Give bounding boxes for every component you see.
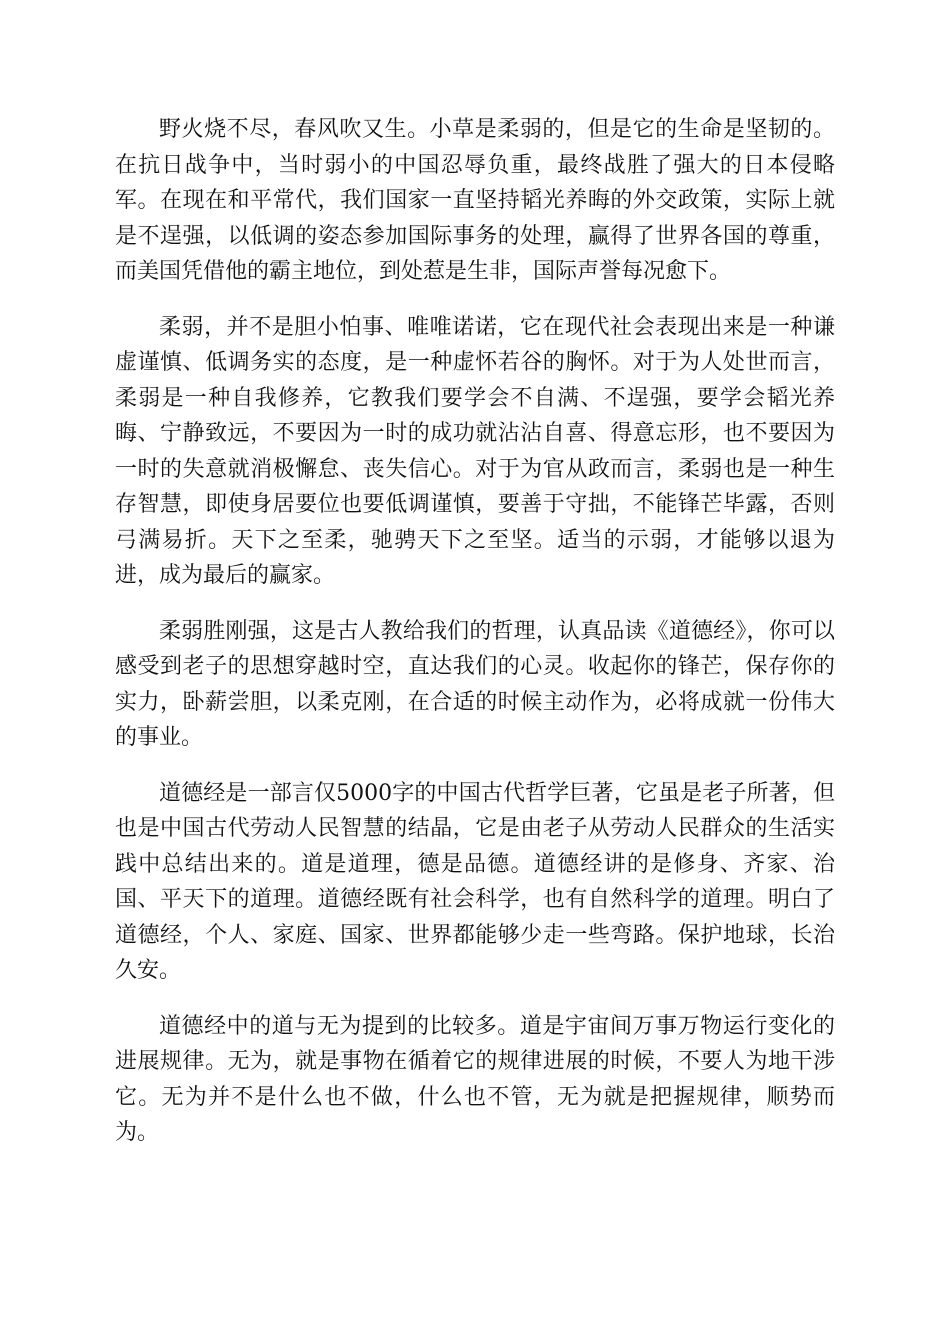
paragraph: 柔弱胜刚强，这是古人教给我们的哲理，认真品读《道德经》，你可以感受到老子的思想穿越时空，直达我们的心灵。收起你的锋芒，保存你的实力，卧薪尝胆，以柔克刚，在合适的时候主动作为，必将成就一份伟大的事业。 — [115, 618, 835, 750]
paragraph: 道德经是一部言仅5000字的中国古代哲学巨著，它虽是老子所著，但也是中国古代劳动人民智慧的结晶，它是由老子从劳动人民群众的生活实践中总结出来的。道是道理，德是品德。道德经讲的是修身、齐家、治国、平天下的道理。道德经既有社会科学，也有自然科学的道理。明白了道德经，个人、家庭、国家、世界都能够少走一些弯路。保护地球，长治久安。 — [115, 780, 835, 983]
paragraph: 柔弱，并不是胆小怕事、唯唯诺诺，它在现代社会表现出来是一种谦虚谨慎、低调务实的态度，是一种虚怀若谷的胸怀。对于为人处世而言，柔弱是一种自我修养，它教我们要学会不自满、不逞强，要学会韬光养晦、宁静致远，不要因为一时的成功就沾沾自喜、得意忘形，也不要因为一时的失意就消极懈怠、丧失信心。对于为官从政而言，柔弱也是一种生存智慧，即使身居要位也要低调谨慎，要善于守拙，不能锋芒毕露，否则弓满易折。天下之至柔，驰骋天下之至坚。适当的示弱，才能够以退为进，成为最后的赢家。 — [115, 314, 835, 588]
document-body — [115, 112, 835, 1171]
paragraph: 野火烧不尽，春风吹又生。小草是柔弱的，但是它的生命是坚韧的。在抗日战争中，当时弱小的中国忍辱负重，最终战胜了强大的日本侵略军。在现在和平常代，我们国家一直坚持韬光养晦的外交政策，实际上就是不逞强，以低调的姿态参加国际事务的处理，赢得了世界各国的尊重，而美国凭借他的霸主地位，到处惹是生非，国际声誉每况愈下。 — [115, 117, 835, 284]
paragraph: 道德经中的道与无为提到的比较多。道是宇宙间万事万物运行变化的进展规律。无为，就是事物在循着它的规律进展的时候，不要人为地干涉它。无为并不是什么也不做，什么也不管，无为就是把握规律，顺势而为。 — [115, 1013, 835, 1145]
